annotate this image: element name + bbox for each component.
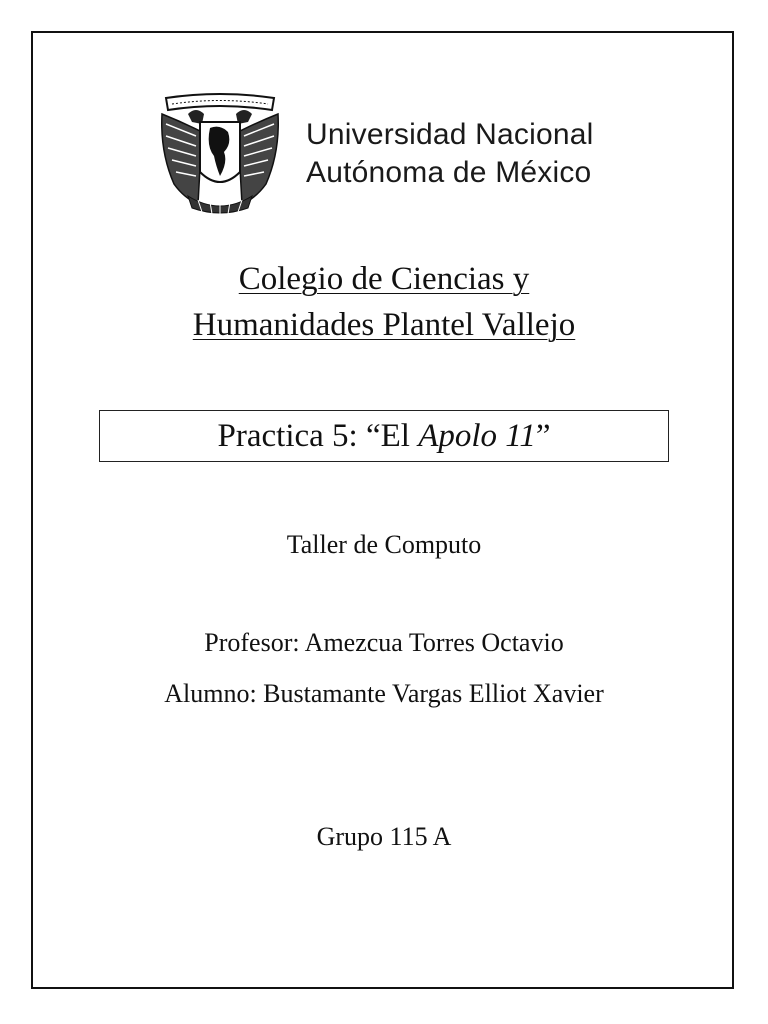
course-name: Taller de Computo — [286, 530, 482, 559]
university-name-line-1: Universidad Nacional — [306, 118, 594, 151]
unam-seal-icon — [158, 92, 282, 216]
university-name — [306, 116, 593, 192]
university-name-line-2: Autónoma de México — [306, 156, 592, 189]
professor-name: Profesor: Amezcua Torres Octavio — [204, 628, 564, 657]
practice-title-prefix: Practica 5: “El — [217, 418, 419, 454]
university-header — [158, 92, 628, 218]
practice-title-italic: Apolo 11 — [418, 418, 536, 454]
college-name-line-1: Colegio de Ciencias y — [238, 261, 530, 297]
practice-title-suffix: ” — [535, 418, 551, 454]
college-name — [80, 256, 688, 348]
student-name: Alumno: Bustamante Vargas Elliot Xavier — [164, 679, 604, 708]
college-name-line-2: Humanidades Plantel Vallejo — [192, 307, 576, 343]
group-label: Grupo 115 A — [316, 822, 452, 851]
practice-title-box — [99, 410, 669, 462]
